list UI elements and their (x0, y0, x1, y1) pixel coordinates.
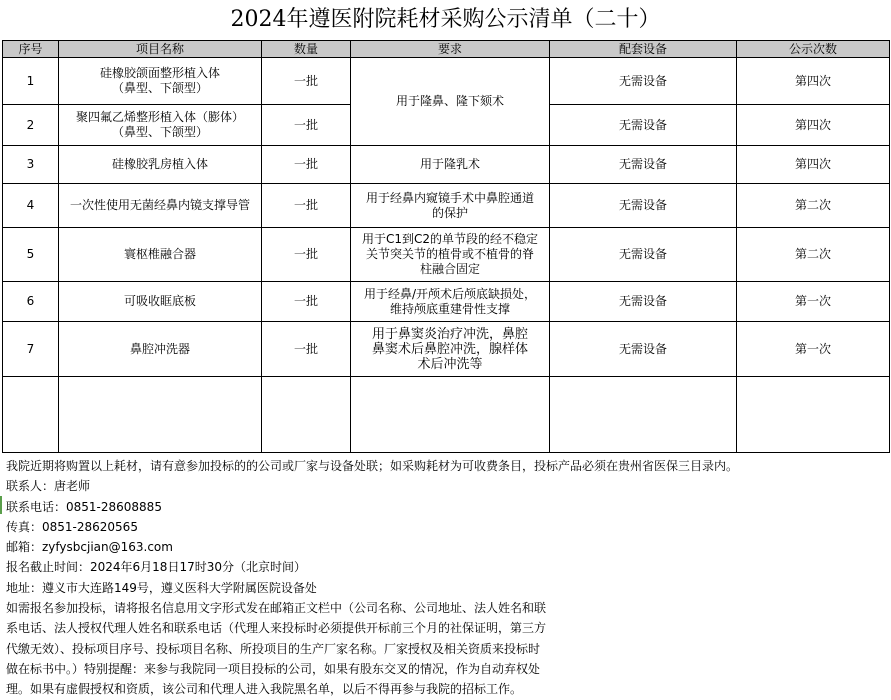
cell-empty (262, 377, 351, 453)
cell-count: 第四次 (737, 105, 890, 146)
req-line: 用于经鼻内窥镜手术中鼻腔通道 (365, 190, 534, 205)
cell-name: 硅橡胶乳房植入体 (59, 146, 262, 184)
cell-count: 第二次 (737, 228, 890, 282)
notes-para-line: 做在标书中。）特别提醒：来参与我院同一项目投标的公司，如果有股东交叉的情况，作为自动弃权处 (6, 661, 541, 676)
cell-name: 一次性使用无菌经鼻内镜支撑导管 (59, 184, 262, 228)
req-line: 维持颅底重建骨性支撑 (389, 301, 510, 316)
row-marker (0, 496, 2, 514)
cell-req (351, 184, 550, 228)
cell-name (59, 58, 262, 105)
notes-para-line: 理。如果有虚假授权和资质，该公司和代理人进入我院黑名单，以后不得再参与我院的招标工作。 (6, 682, 523, 697)
cell-equip: 无需设备 (550, 228, 737, 282)
notes-para-line: 如需报名参加投标，请将报名信息用文字形式发在邮箱正文栏中（公司名称、公司地址、法人姓名和联 (6, 601, 547, 616)
cell-count: 第二次 (737, 184, 890, 228)
notes-contact: 联系人：唐老师 (6, 479, 91, 494)
req-line: 鼻窦术后鼻腔冲洗，腺样体 (371, 341, 528, 357)
cell-no: 7 (3, 322, 59, 377)
cell-count: 第一次 (737, 282, 890, 322)
cell-empty (351, 377, 550, 453)
table-row (3, 58, 890, 105)
cell-qty: 一批 (262, 105, 351, 146)
req-line: 用于鼻窦炎治疗冲洗，鼻腔 (371, 326, 528, 342)
cell-equip: 无需设备 (550, 105, 737, 146)
notes-address: 地址：遵义市大连路149号，遵义医科大学附属医院设备处 (6, 580, 317, 595)
header-equip: 配套设备 (550, 41, 737, 58)
notes-fax: 传真：0851-28620565 (6, 519, 138, 534)
cell-equip: 无需设备 (550, 322, 737, 377)
cell-no: 1 (3, 58, 59, 105)
cell-qty: 一批 (262, 282, 351, 322)
table-row-empty (3, 377, 890, 453)
name-line: （鼻型、下颌型） (111, 81, 208, 95)
cell-empty (3, 377, 59, 453)
cell-req-merged: 用于隆鼻、隆下颏术 (351, 58, 550, 146)
notes-section (6, 456, 886, 700)
page-title: 2024年遵医附院耗材采购公示清单（二十） (230, 7, 661, 32)
notes-deadline: 报名截止时间：2024年6月18日17时30分（北京时间） (6, 560, 306, 575)
cell-no: 4 (3, 184, 59, 228)
table-row (3, 146, 890, 184)
table-row (3, 184, 890, 228)
req-line: 用于C1到C2的单节段的经不稳定 (361, 232, 539, 246)
header-no: 序号 (3, 41, 59, 58)
header-count: 公示次数 (737, 41, 890, 58)
cell-qty: 一批 (262, 146, 351, 184)
procurement-table (2, 40, 890, 453)
cell-count: 第一次 (737, 322, 890, 377)
notes-phone: 联系电话：0851-28608885 (6, 499, 162, 514)
cell-req (351, 282, 550, 322)
cell-name: 寰枢椎融合器 (59, 228, 262, 282)
notes-para-line: 系电话、法人授权代理人姓名和联系电话（代理人来投标时必须提供开标前三个月的社保证明，第三方 (6, 621, 547, 636)
cell-empty (550, 377, 737, 453)
cell-empty (737, 377, 890, 453)
cell-count: 第四次 (737, 58, 890, 105)
header-req: 要求 (351, 41, 550, 58)
table-header-row (3, 41, 890, 58)
cell-no: 2 (3, 105, 59, 146)
notes-para-line: 代缴无效）、投标项目序号、投标项目名称、所投项目的生产厂家名称。厂家授权及相关资质来投标时 (6, 641, 541, 656)
req-line: 柱融合固定 (419, 262, 480, 276)
header-qty: 数量 (262, 41, 351, 58)
name-line: 聚四氟乙烯整形植入体（膨体） (75, 110, 244, 124)
cell-req (351, 322, 550, 377)
cell-name (59, 105, 262, 146)
cell-no: 3 (3, 146, 59, 184)
name-line: 硅橡胶颌面整形植入体 (99, 66, 220, 80)
req-line: 术后冲洗等 (417, 356, 483, 372)
cell-no: 5 (3, 228, 59, 282)
req-line: 关节突关节的植骨或不植骨的脊 (365, 247, 534, 261)
cell-equip: 无需设备 (550, 58, 737, 105)
cell-qty: 一批 (262, 228, 351, 282)
notes-email: 邮箱：zyfysbcjian@163.com (6, 540, 173, 555)
cell-no: 6 (3, 282, 59, 322)
cell-empty (59, 377, 262, 453)
header-name: 项目名称 (59, 41, 262, 58)
req-line: 的保护 (431, 205, 468, 220)
cell-equip: 无需设备 (550, 282, 737, 322)
req-line: 用于经鼻/开颅术后颅底缺损处， (363, 286, 537, 301)
cell-name: 鼻腔冲洗器 (59, 322, 262, 377)
cell-qty: 一批 (262, 322, 351, 377)
name-line: （鼻型、下颌型） (111, 125, 208, 139)
cell-qty: 一批 (262, 184, 351, 228)
cell-qty: 一批 (262, 58, 351, 105)
cell-req: 用于隆乳术 (351, 146, 550, 184)
cell-equip: 无需设备 (550, 146, 737, 184)
cell-count: 第四次 (737, 146, 890, 184)
table-row (3, 228, 890, 282)
notes-intro: 我院近期将购置以上耗材，请有意参加投标的的公司或厂家与设备处联；如采购耗材为可收费条目，投标产品必须在贵州省医保三目录内。 (6, 459, 739, 473)
table-row (3, 282, 890, 322)
cell-equip: 无需设备 (550, 184, 737, 228)
cell-req (351, 228, 550, 282)
cell-name: 可吸收眶底板 (59, 282, 262, 322)
table-row (3, 322, 890, 377)
